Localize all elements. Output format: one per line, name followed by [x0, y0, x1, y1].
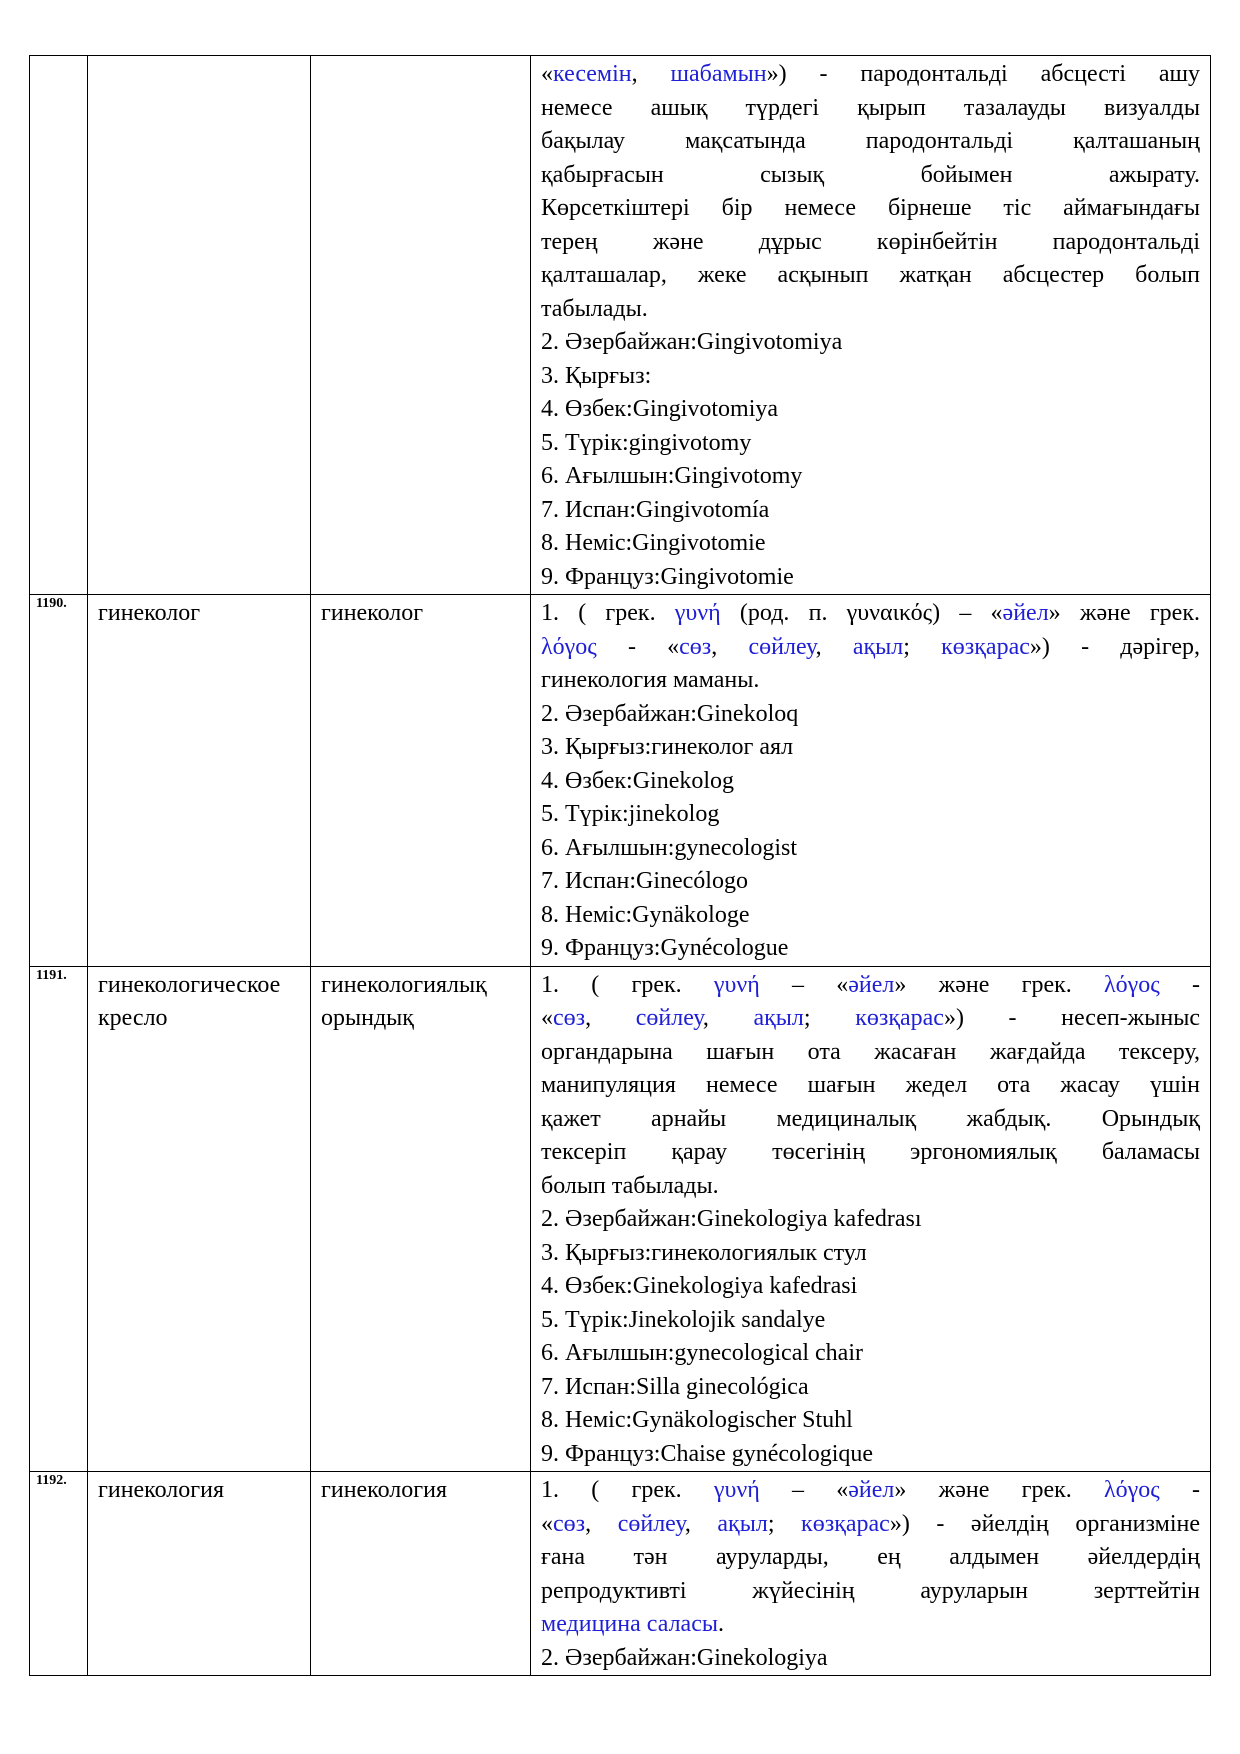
- translation-line: 7. Испан:Gingivotomía: [541, 496, 770, 523]
- translation-line: 5. Түрік:jinekolog: [541, 801, 720, 827]
- kazakh-term: гинекологиялық орындық: [311, 966, 531, 1472]
- reference-word: сөз: [679, 633, 712, 660]
- reference-word: кесемін: [553, 61, 632, 87]
- definition-line: [541, 1069, 1200, 1103]
- reference-word: ақыл: [852, 633, 904, 660]
- reference-word: әйел: [1002, 600, 1049, 626]
- translation-line: 2. Әзербайжан:Ginekologiya kafedrası: [541, 1206, 922, 1232]
- translation-line: 9. Француз:Gingivotomie: [541, 563, 794, 590]
- translation-line: 6. Ағылшын:Gingivotomy: [541, 463, 803, 489]
- definition-text: 1. ( грек.: [541, 600, 675, 626]
- translation-line: 8. Неміс:Gynäkologischer Stuhl: [541, 1407, 853, 1433]
- reference-word: γυνή: [713, 971, 760, 998]
- definition-text: – «: [759, 1477, 849, 1503]
- entry-number: [30, 56, 88, 595]
- definition-line: [541, 1474, 1200, 1508]
- definition-text: – «: [759, 971, 849, 998]
- definition-line: [541, 293, 1200, 327]
- reference-word: медицина саласы: [541, 1611, 718, 1637]
- entry-row: [30, 56, 1211, 595]
- definition-text: -: [1159, 971, 1201, 998]
- definition-line: [541, 1103, 1200, 1137]
- definition-line: [541, 192, 1200, 226]
- definition-text: «: [541, 1510, 553, 1537]
- definition-text: ») - несеп-жыныс: [943, 1005, 1201, 1031]
- definition-text: ;: [803, 1005, 856, 1031]
- definition-text: » және грек.: [894, 971, 1105, 998]
- definition-line: [541, 125, 1200, 159]
- definition-line: [541, 58, 1200, 92]
- definition-text: бақылау мақсатында пародонтальді қалташаның: [541, 128, 1200, 154]
- russian-term: [88, 56, 311, 595]
- definition-text: ») - әйелдің организміне: [889, 1510, 1200, 1537]
- reference-word: сөз: [553, 1510, 586, 1537]
- translation-line: 7. Испан:Silla ginecológica: [541, 1373, 809, 1400]
- kazakh-term: гинекология: [311, 1472, 531, 1676]
- reference-word: әйел: [848, 971, 895, 998]
- definition-text: - «: [596, 633, 680, 660]
- translation-line: 3. Қырғыз:: [541, 362, 652, 389]
- translation-line: 2. Әзербайжан:Ginekoloq: [541, 700, 799, 727]
- definition-cell: [531, 1472, 1211, 1676]
- entry-number: 1191.: [30, 966, 88, 1472]
- reference-word: шабамын: [670, 61, 767, 87]
- russian-term: гинекология: [88, 1472, 311, 1676]
- definition-text: 1. ( грек.: [541, 971, 714, 998]
- reference-word: λόγος: [1104, 971, 1160, 998]
- entry-row: [30, 595, 1211, 967]
- reference-word: λόγος: [541, 633, 597, 660]
- definition-line: [541, 1608, 1200, 1642]
- translation-line: 9. Француз:Chaise gynécologique: [541, 1440, 874, 1467]
- definition-text: болып табылады.: [541, 1172, 719, 1199]
- definition-text: .: [717, 1611, 724, 1637]
- definition-line: [541, 259, 1200, 293]
- definition-text: ғана тән ауруларды, ең алдымен әйелдердің: [541, 1544, 1200, 1570]
- translation-line: 5. Түрік:gingivotomy: [541, 429, 752, 456]
- dictionary-table: [29, 55, 1211, 1676]
- definition-line: [541, 159, 1200, 193]
- reference-word: γυνή: [674, 600, 721, 626]
- definition-line: [541, 969, 1200, 1003]
- reference-word: көзқарас: [855, 1005, 944, 1031]
- translation-line: 8. Неміс:Gingivotomie: [541, 530, 766, 556]
- definition-text: ,: [585, 1510, 618, 1537]
- definition-text: манипуляция немесе шағын жедел ота жасау үшін: [541, 1072, 1200, 1098]
- translation-line: 4. Өзбек:Ginekologiya kafedrasi: [541, 1273, 858, 1299]
- reference-word: сөйлеу: [635, 1005, 703, 1031]
- reference-word: λόγος: [1104, 1477, 1160, 1503]
- reference-word: әйел: [848, 1477, 895, 1503]
- entry-row: [30, 1472, 1211, 1676]
- definition-text: терең және дұрыс көрінбейтін пародонтальді: [541, 228, 1200, 255]
- reference-word: ақыл: [753, 1005, 804, 1031]
- definition-text: репродуктивті жүйесінің ауруларын зерттейтін: [541, 1577, 1200, 1604]
- translation-line: 2. Әзербайжан:Ginekologiya: [541, 1644, 828, 1671]
- definition-text: табылады.: [541, 295, 648, 322]
- kazakh-term: [311, 56, 531, 595]
- translation-line: 6. Ағылшын:gynecologist: [541, 834, 798, 861]
- translation-line: 9. Француз:Gynécologue: [541, 935, 789, 961]
- kazakh-term: гинеколог: [311, 595, 531, 967]
- definition-text: тексеріп қарау төсегінің эргономиялық баламасы: [541, 1139, 1200, 1165]
- translation-line: 6. Ағылшын:gynecological chair: [541, 1340, 863, 1366]
- definition-text: гинекология маманы.: [541, 667, 760, 693]
- translation-line: 5. Түрік:Jinekolojik sandalye: [541, 1306, 826, 1333]
- translation-line: 4. Өзбек:Gingivotomiya: [541, 396, 779, 422]
- definition-text: ,: [815, 633, 853, 660]
- translation-line: 3. Қырғыз:гинекологиялык стул: [541, 1239, 867, 1266]
- reference-word: ақыл: [717, 1510, 768, 1537]
- definition-line: [541, 631, 1200, 665]
- definition-text: ,: [631, 61, 671, 87]
- definition-line: [541, 1508, 1200, 1542]
- definition-line: [541, 1541, 1200, 1575]
- definition-line: [541, 92, 1200, 126]
- definition-text: ,: [585, 1005, 636, 1031]
- definition-text: ;: [903, 633, 942, 660]
- definition-cell: [531, 966, 1211, 1472]
- reference-word: көзқарас: [801, 1510, 890, 1537]
- reference-word: сөйлеу: [617, 1510, 685, 1537]
- definition-cell: [531, 56, 1211, 595]
- translation-line: 4. Өзбек:Ginekolog: [541, 767, 735, 794]
- definition-line: [541, 664, 1200, 698]
- definition-text: қажет арнайы медициналық жабдық. Орындық: [541, 1105, 1200, 1132]
- translation-line: 3. Қырғыз:гинеколог аял: [541, 734, 794, 760]
- definition-text: органдарына шағын ота жасаған жағдайда тексеру,: [541, 1038, 1200, 1065]
- translation-line: 2. Әзербайжан:Gingivotomiya: [541, 329, 843, 355]
- russian-term: гинеколог: [88, 595, 311, 967]
- definition-text: ,: [702, 1005, 754, 1031]
- reference-word: көзқарас: [941, 633, 1030, 660]
- definition-line: [541, 226, 1200, 260]
- definition-text: -: [1159, 1477, 1201, 1503]
- definition-line: [541, 1002, 1200, 1036]
- definition-text: «: [541, 1005, 553, 1031]
- definition-text: ») - пародонтальді абсцесті ашу: [766, 61, 1201, 87]
- definition-line: [541, 1170, 1200, 1204]
- definition-line: [541, 1575, 1200, 1609]
- definition-text: ;: [767, 1510, 802, 1537]
- reference-word: сөйлеу: [748, 633, 816, 660]
- reference-word: γυνή: [713, 1477, 760, 1503]
- definition-text: ,: [711, 633, 749, 660]
- definition-text: қабырғасын сызық бойымен ажырату.: [541, 161, 1200, 188]
- definition-text: ») - дәрігер,: [1029, 633, 1200, 660]
- reference-word: сөз: [553, 1005, 586, 1031]
- definition-line: [541, 597, 1200, 631]
- definition-text: » және грек.: [1048, 600, 1200, 626]
- definition-text: 1. ( грек.: [541, 1477, 714, 1503]
- entry-number: 1190.: [30, 595, 88, 967]
- definition-text: «: [541, 61, 553, 87]
- definition-text: ,: [684, 1510, 718, 1537]
- definition-text: Көрсеткіштері бір немесе бірнеше тіс аймағындағы: [541, 195, 1200, 221]
- definition-text: » және грек.: [894, 1477, 1105, 1503]
- translation-line: 7. Испан:Ginecólogo: [541, 868, 748, 894]
- definition-text: қалташалар, жеке асқынып жатқан абсцестер болып: [541, 262, 1200, 288]
- entry-number: 1192.: [30, 1472, 88, 1676]
- dictionary-body: [30, 56, 1211, 1676]
- definition-text: (род. п. γυναικός) – «: [720, 600, 1003, 626]
- definition-line: [541, 1136, 1200, 1170]
- russian-term: гинекологическое кресло: [88, 966, 311, 1472]
- definition-text: немесе ашық түрдегі қырып тазалауды визуалды: [541, 94, 1200, 121]
- definition-cell: [531, 595, 1211, 967]
- entry-row: [30, 966, 1211, 1472]
- definition-line: [541, 1036, 1200, 1070]
- translation-line: 8. Неміс:Gynäkologe: [541, 901, 750, 928]
